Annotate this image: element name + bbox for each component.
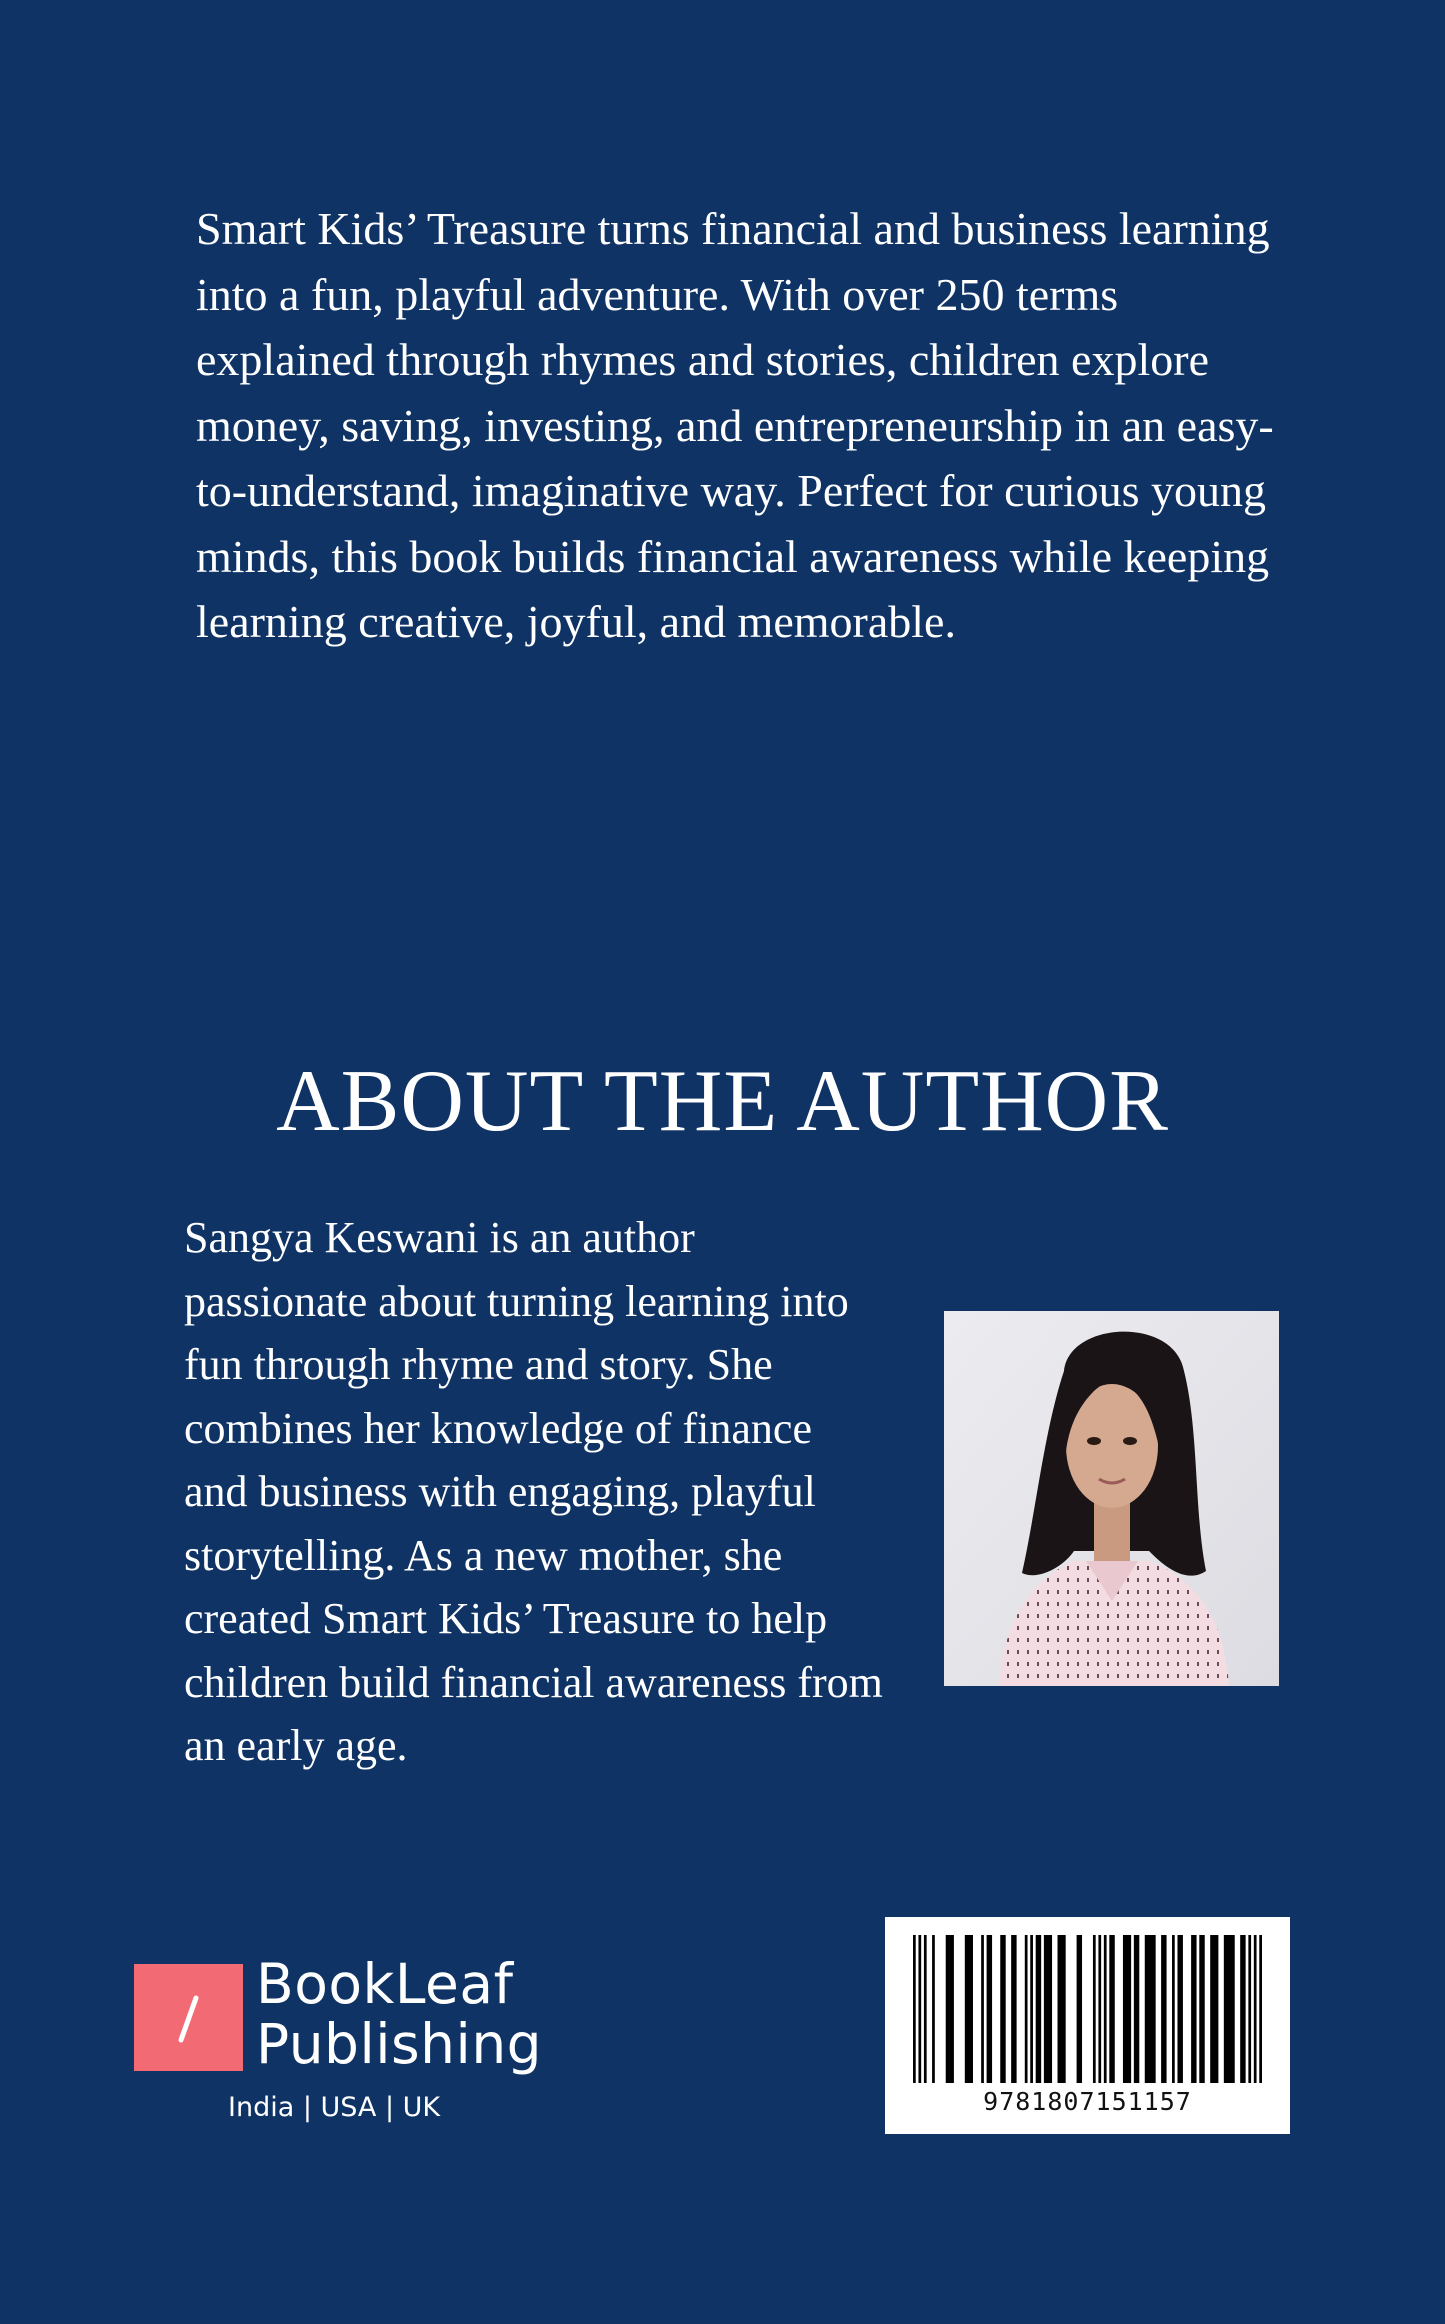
barcode-bar	[1030, 1935, 1033, 2083]
about-author-heading: ABOUT THE AUTHOR	[276, 1053, 1169, 1150]
publisher-name-line1: BookLeaf	[256, 1952, 514, 2016]
barcode-bar	[1248, 1935, 1251, 2083]
book-blurb: Smart Kids’ Treasure turns financial and business learning into a fun, playful adventure. With over 250 terms explained through rhymes and stories, children explore money, saving, investing, and entrepreneurship in an easy-to-understand, imaginative way. Perfect for curious young minds, this book builds financial awareness while keeping learning creative, joyful, and memorable.	[196, 203, 1274, 647]
barcode-bar	[1210, 1935, 1218, 2083]
barcode-bar	[1104, 1935, 1107, 2083]
barcode-bar	[946, 1935, 954, 2083]
barcode-bar	[1145, 1935, 1156, 2083]
barcode-bar	[1172, 1935, 1175, 2083]
barcode-bar	[965, 1935, 973, 2083]
publisher-name	[256, 1954, 542, 2074]
barcode-bar	[1191, 1935, 1196, 2083]
barcode-bar	[1240, 1935, 1245, 2083]
barcode-bar	[1058, 1935, 1066, 2083]
barcode-bar	[918, 1935, 921, 2083]
barcode-bar	[1036, 1935, 1041, 2083]
barcode-bar	[924, 1935, 927, 2083]
barcode-bar	[1093, 1935, 1096, 2083]
barcode-bar	[1254, 1935, 1257, 2083]
isbn-number: 9781807151157	[983, 2087, 1192, 2116]
barcode-bar	[1161, 1935, 1166, 2083]
barcode-bar	[1000, 1935, 1005, 2083]
isbn-barcode	[885, 1917, 1290, 2134]
barcode-bar	[981, 1935, 984, 2083]
barcode-bar	[1259, 1935, 1262, 2083]
barcode-bar	[913, 1935, 916, 2083]
barcode-bar	[1077, 1935, 1082, 2083]
barcode-bar	[1098, 1935, 1101, 2083]
barcode-bar	[1123, 1935, 1131, 2083]
publisher-logo-mark	[134, 1964, 243, 2071]
barcode-bar	[932, 1935, 935, 2083]
barcode-bar	[1011, 1935, 1016, 2083]
barcode-bar	[1109, 1935, 1114, 2083]
publisher-regions: India | USA | UK	[228, 2092, 441, 2123]
barcode-bar	[1199, 1935, 1204, 2083]
barcode-bar	[1134, 1935, 1139, 2083]
author-bio: Sangya Keswani is an author passionate about turning learning into fun through rhyme and story. She combines her knowledge of finance and business with engaging, playful storytelling. As a new mother, she created Smart Kids’ Treasure to help children build financial awareness from an early age.	[184, 1213, 883, 1770]
barcode-bar	[1224, 1935, 1235, 2083]
barcode-bar	[987, 1935, 992, 2083]
barcode-bar	[1044, 1935, 1052, 2083]
barcode-bar	[1025, 1935, 1028, 2083]
author-photo	[944, 1311, 1279, 1686]
barcode-bar	[1177, 1935, 1182, 2083]
publisher-name-line2: Publishing	[256, 2012, 543, 2076]
